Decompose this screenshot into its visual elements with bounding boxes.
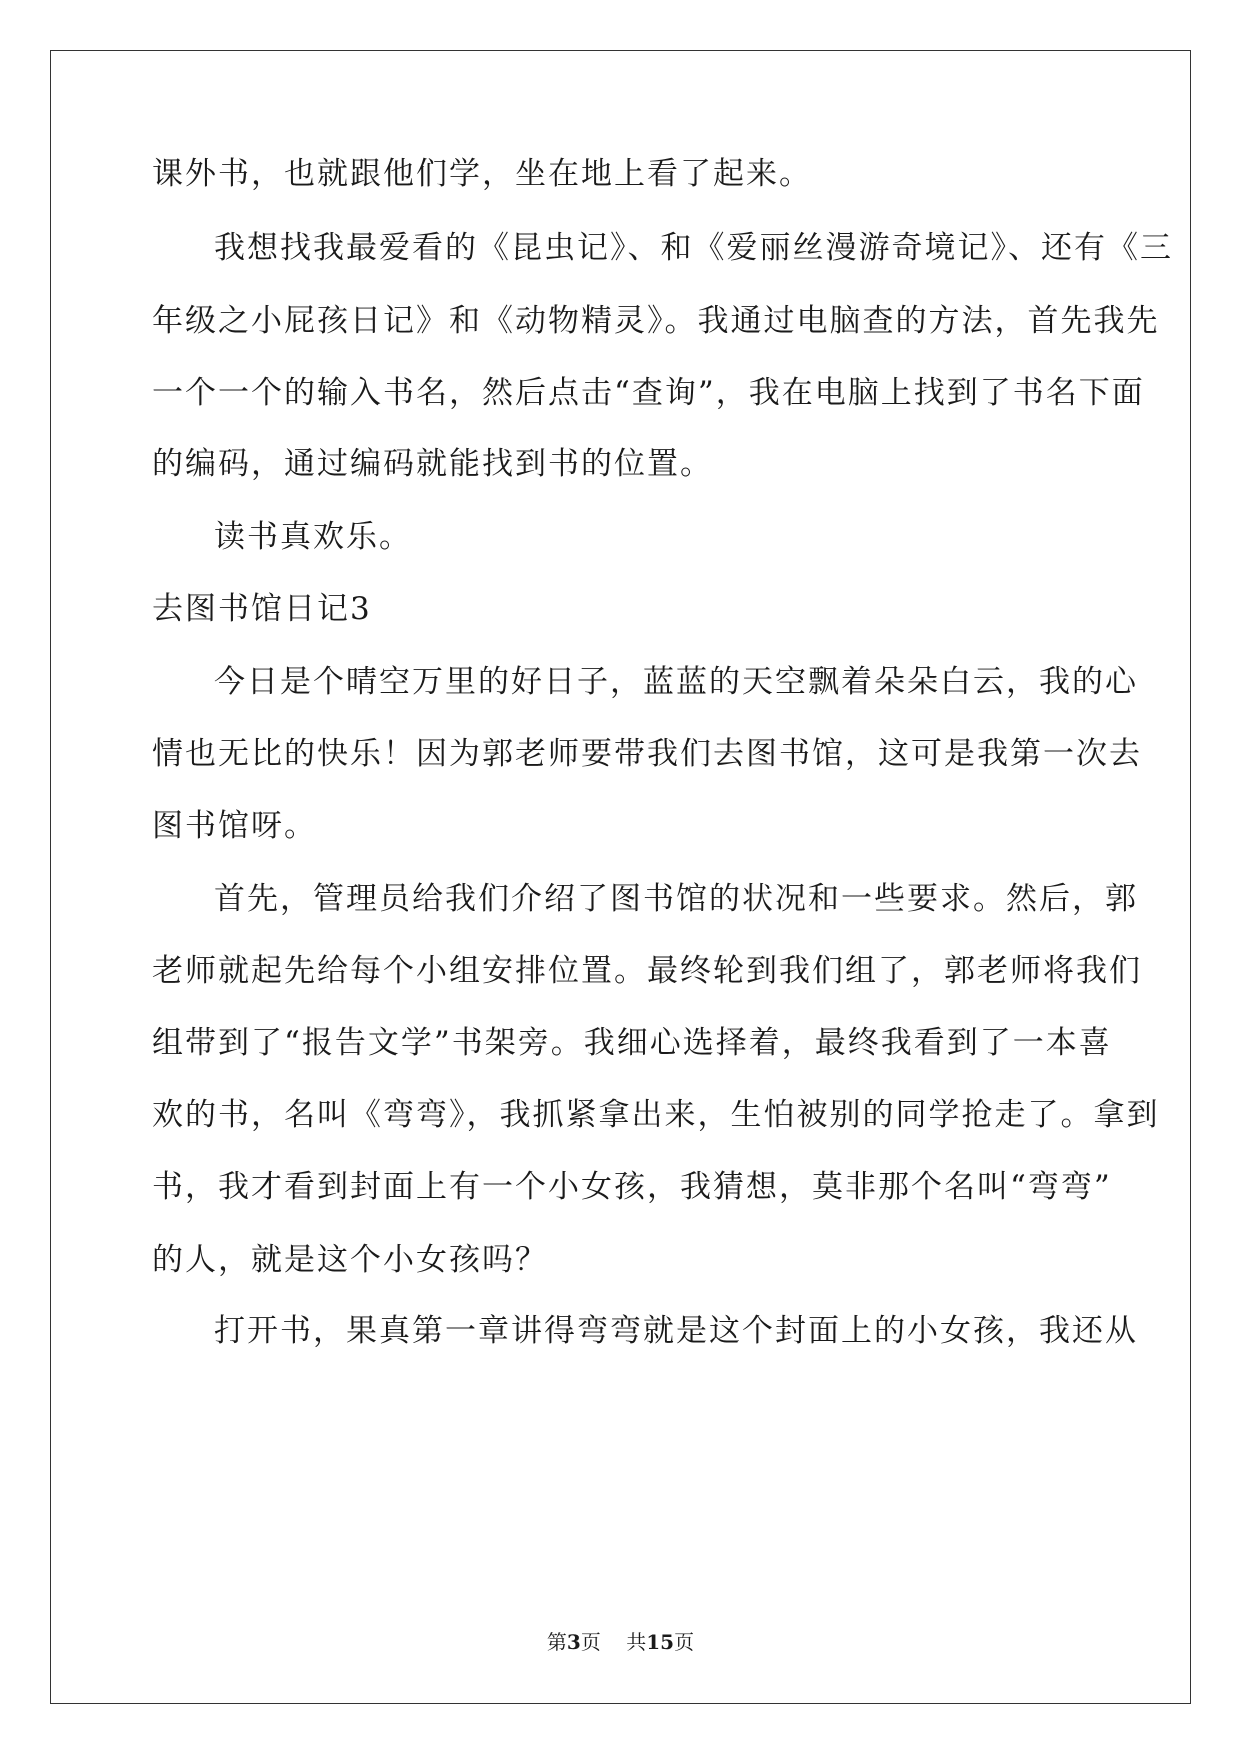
text-line: 首先，管理员给我们介绍了图书馆的状况和一些要求。然后，郭 [214, 881, 1138, 917]
current-page-number: 3 [566, 1630, 581, 1654]
text-line: 打开书，果真第一章讲得弯弯就是这个封面上的小女孩，我还从 [214, 1313, 1138, 1349]
text-line: 老师就起先给每个小组安排位置。最终轮到我们组了，郭老师将我们 [152, 953, 1142, 989]
footer-total-prefix: 共 [626, 1630, 647, 1654]
text-line: 课外书，也就跟他们学，坐在地上看了起来。 [152, 156, 812, 192]
footer-page-suffix: 页 [580, 1630, 601, 1654]
section-heading: 去图书馆日记3 [152, 591, 372, 627]
text-line: 欢的书，名叫《弯弯》，我抓紧拿出来，生怕被别的同学抢走了。拿到 [152, 1097, 1160, 1133]
text-line: 书，我才看到封面上有一个小女孩，我猜想，莫非那个名叫“弯弯” [152, 1169, 1112, 1205]
footer-prefix: 第 [546, 1630, 567, 1654]
text-line: 年级之小屁孩日记》和《动物精灵》。我通过电脑查的方法，首先我先 [152, 303, 1160, 339]
total-page-count: 15 [646, 1630, 675, 1654]
text-line: 今日是个晴空万里的好日子，蓝蓝的天空飘着朵朵白云，我的心 [214, 664, 1138, 700]
text-line: 情也无比的快乐！因为郭老师要带我们去图书馆，这可是我第一次去 [152, 736, 1142, 772]
text-line: 图书馆呀。 [152, 808, 317, 844]
text-line: 一个一个的输入书名，然后点击“查询”，我在电脑上找到了书名下面 [152, 375, 1145, 411]
text-line: 我想找我最爱看的《昆虫记》、和《爱丽丝漫游奇境记》、还有《三 [214, 230, 1173, 266]
page-border [50, 50, 1191, 1704]
text-line: 组带到了“报告文学”书架旁。我细心选择着，最终我看到了一本喜 [152, 1025, 1112, 1061]
text-line: 读书真欢乐。 [214, 519, 412, 555]
text-line: 的人，就是这个小女孩吗？ [152, 1242, 548, 1278]
page-footer [0, 1630, 1241, 1654]
text-line: 的编码，通过编码就能找到书的位置。 [152, 446, 713, 482]
footer-total-suffix: 页 [674, 1630, 695, 1654]
